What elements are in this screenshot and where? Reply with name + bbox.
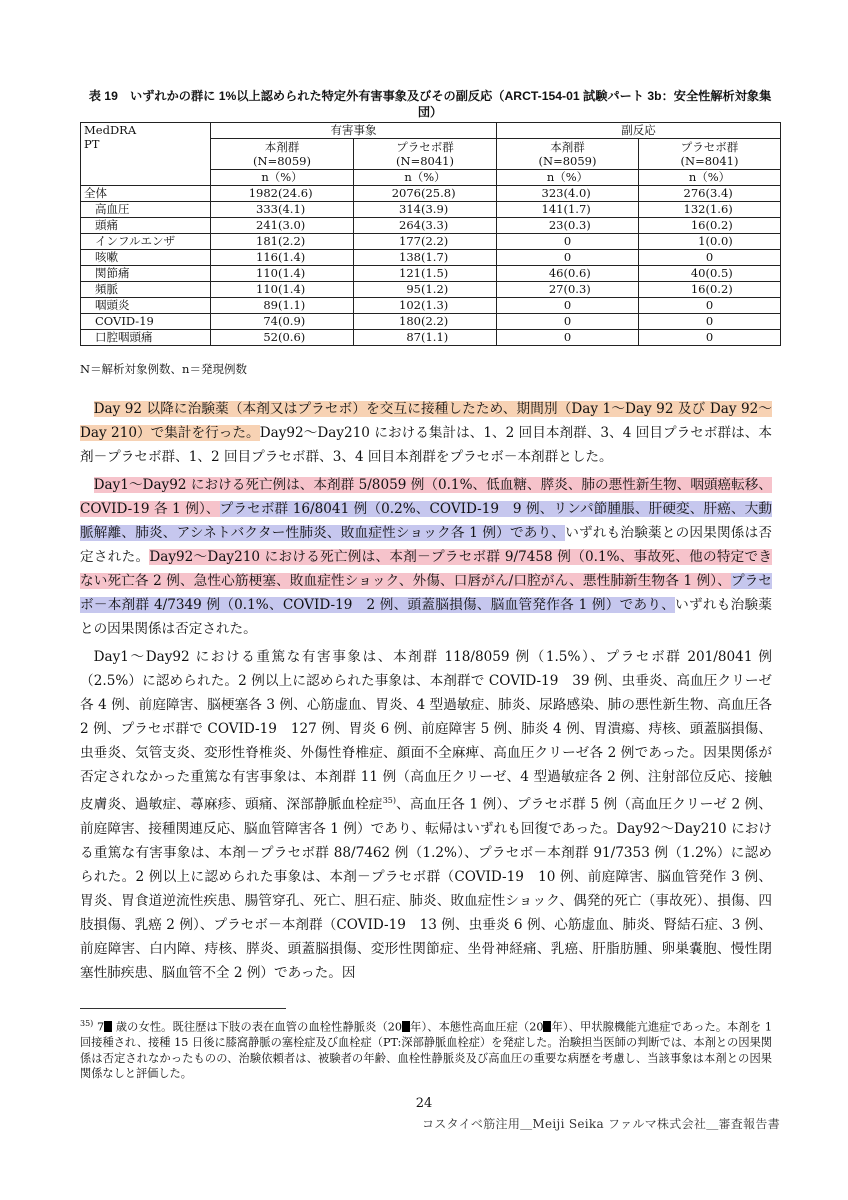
redaction-block [104,1021,112,1032]
body-text [80,397,772,989]
value-cell: 0 [639,298,781,314]
unit-header: n（%） [211,170,354,186]
pt-cell: 全体 [81,186,211,202]
group-header-ar: 副反応 [497,123,781,139]
text-span: Day1～Day92 における重篤な有害事象は、本剤群 118/8059 例（1.5%）、プラセボ群 201/8041 例（2.5%）に認められた。2 例以上に認められた事象は、本剤群で COVID-19 39 例、虫垂炎、高血圧クリーゼ各 4 例、前庭障害、脳梗塞各 3 例、心筋虚血、胃炎、4 型過敏症、肺炎、尿路感染、肺の悪性新生物、高血圧各 2 例、プラセボ群で COVID-19 127 例、胃炎 6 例、前庭障害 5 例、肺炎 4 例、胃潰瘍、痔核、頭蓋脳損傷、虫垂炎、気管支炎、変形性脊椎炎、外傷性脊椎症、顔面不全麻痺、高血圧クリーゼ各 2 例であった。因果関係が否定されなかった重篤な有害事象は、本剤群 11 例（高血圧クリーゼ、4 型過敏症各 2 例、注射部位反応、接触皮膚炎、過敏症、蕁麻疹、頭痛、深部静脈血栓症 [80,649,772,813]
value-cell: 89(1.1) [211,298,354,314]
value-cell: 264(3.3) [354,218,497,234]
value-cell: 95(1.2) [354,282,497,298]
table-row [81,314,781,330]
value-cell: 2076(25.8) [354,186,497,202]
table-note: N＝解析対象例数、n＝発現例数 [80,362,247,376]
text-span: いずれも治験薬との因果関係は否定された。 [80,525,772,565]
table-body [81,186,781,346]
table-row [81,250,781,266]
unit-header: n（%） [354,170,497,186]
pt-cell: 咽頭炎 [81,298,211,314]
unit-header: n（%） [497,170,639,186]
value-cell: 116(1.4) [211,250,354,266]
highlight-blue: プラセボ－本剤群 4/7349 例（0.1%、COVID-19 2 例、頭蓋脳損傷、脳血管発作各 1 例）であり、 [80,573,773,613]
col-header-ae-placebo: プラセボ群 (N=8041) [354,139,497,170]
value-cell: 141(1.7) [497,202,639,218]
pt-cell: 高血圧 [81,202,211,218]
value-cell: 27(0.3) [497,282,639,298]
table-row [81,330,781,346]
value-cell: 0 [639,250,781,266]
value-cell: 276(3.4) [639,186,781,202]
paragraph-1 [80,397,772,469]
adverse-event-table [80,122,781,346]
value-cell: 16(0.2) [639,218,781,234]
value-cell: 16(0.2) [639,282,781,298]
value-cell: 110(1.4) [211,266,354,282]
value-cell: 314(3.9) [354,202,497,218]
meddra-label: MedDRA [84,123,137,137]
pt-cell: COVID-19 [81,314,211,330]
running-footer: コスタイベ筋注用＿Meiji Seika ファルマ株式会社＿審査報告書 [421,1117,780,1131]
table-row [81,218,781,234]
value-cell: 0 [497,250,639,266]
highlight-blue: プラセボ群 16/8041 例（0.2%、COVID-19 9 例、リンパ節腫脹、肝硬変、肝癌、大動脈解離、肺炎、アシネトバクター性肺炎、敗血症性ショック各 1 例）であり、 [80,501,772,541]
table-row [81,282,781,298]
col-header-ar-placebo: プラセボ群 (N=8041) [639,139,781,170]
value-cell: 138(1.7) [354,250,497,266]
footnote-reference[interactable]: 35) [382,796,396,805]
value-cell: 0 [497,234,639,250]
footnote: $^{35)}$ 7 歳の女性。既往歴は下肢の表在血管の血栓性静脈炎（20 年）、本態性高血圧症（20 年）、甲状腺機能亢進症であった。本剤を 1 回接種され、接種 15 日後に膝窩静脈の塞栓症及び血栓症（PT:深部静脈血栓症）を発症した。治験担当医師の判断では、本剤との因果関係は否定されなかったものの、治験依頼者は、被験者の年齢、血栓性静脈炎及び高血圧の重要な病歴を考慮し、当該事象は本剤との因果関係なしと評価した。 [80,1019,772,1081]
col-header-ar-active: 本剤群 (N=8059) [497,139,639,170]
highlight-orange: Day 92 以降に治験薬（本剤又はプラセボ）を交互に接種したため、期間別（Day 1～Day 92 及び Day 92～Day 210）で集計を行った。 [80,401,772,441]
value-cell: 0 [497,298,639,314]
text-span: Day92～Day210 における集計は、1、2 回目本剤群、3、4 回目プラセボ群は、本剤－プラセボ群、1、2 回目プラセボ群、3、4 回目本剤群をプラセボ－本剤群とした。 [80,425,773,465]
value-cell: 0 [639,314,781,330]
table-row [81,186,781,202]
value-cell: 0 [497,314,639,330]
value-cell: 333(4.1) [211,202,354,218]
value-cell: 0 [639,330,781,346]
paragraph-2 [80,473,772,641]
table-row [81,266,781,282]
group-header-ae: 有害事象 [211,123,497,139]
value-cell: 180(2.2) [354,314,497,330]
value-cell: 23(0.3) [497,218,639,234]
value-cell: 102(1.3) [354,298,497,314]
redaction-block [402,1021,410,1032]
text-span: いずれも治験薬との因果関係は否定された。 [80,597,773,637]
value-cell: 1982(24.6) [211,186,354,202]
paragraph-3 [80,645,772,985]
footnote-mark: 35) [80,1019,94,1028]
table-row [81,202,781,218]
pt-cell: 関節痛 [81,266,211,282]
corner-header [81,123,211,186]
value-cell: 74(0.9) [211,314,354,330]
pt-cell: インフルエンザ [81,234,211,250]
table-row [81,234,781,250]
value-cell: 177(2.2) [354,234,497,250]
pt-cell: 咳嗽 [81,250,211,266]
value-cell: 46(0.6) [497,266,639,282]
pt-cell: 頭痛 [81,218,211,234]
value-cell: 52(0.6) [211,330,354,346]
value-cell: 87(1.1) [354,330,497,346]
value-cell: 1(0.0) [639,234,781,250]
highlight-pink: Day1～Day92 における死亡例は、本剤群 5/8059 例（0.1%、低血糖、膵炎、肺の悪性新生物、咽頭癌転移、COVID-19 各 1 例）、 [80,477,772,517]
value-cell: 181(2.2) [211,234,354,250]
unit-header: n（%） [639,170,781,186]
value-cell: 110(1.4) [211,282,354,298]
value-cell: 40(0.5) [639,266,781,282]
value-cell: 121(1.5) [354,266,497,282]
pt-label: PT [84,137,100,151]
table-row [81,298,781,314]
col-header-ae-active: 本剤群 (N=8059) [211,139,354,170]
pt-cell: 頻脈 [81,282,211,298]
value-cell: 0 [497,330,639,346]
value-cell: 323(4.0) [497,186,639,202]
text-span: 、高血圧各 1 例）、プラセボ群 5 例（高血圧クリーゼ 2 例、前庭障害、接種関連反応、脳血管障害各 1 例）であり、転帰はいずれも回復であった。Day92～Day210 における重篤な有害事象は、本剤－プラセボ群 88/7462 例（1.2%）、プラセボ－本剤群 91/7353 例（1.2%）に認められた。2 例以上に認められた事象は、本剤－プラセボ群（COVID-19 10 例、前庭障害、脳血管発作 3 例、胃炎、胃食道逆流性疾患、腸管穿孔、死亡、胆石症、肺炎、敗血症性ショック、偶発的死亡（事故死）、損傷、四肢損傷、乳癌 2 例）、プラセボ－本剤群（COVID-19 13 例、虫垂炎 6 例、心筋虚血、肺炎、腎結石症、3 例、前庭障害、白内障、痔核、膵炎、頭蓋脳損傷、変形性関節症、坐骨神経痛、乳癌、肝脂肪腫、卵巣嚢胞、慢性閉塞性肺疾患、脳血管不全 2 例）であった。因 [80,796,772,981]
page-number: 24 [415,1096,433,1111]
value-cell: 132(1.6) [639,202,781,218]
highlight-pink: Day92～Day210 における死亡例は、本剤－プラセボ群 9/7458 例（0.1%、事故死、他の特定できない死亡各 2 例、急性心筋梗塞、敗血症性ショック、外傷、口唇がん/口腔がん、悪性肺新生物各 1 例）、 [80,549,773,589]
value-cell: 241(3.0) [211,218,354,234]
table-caption: 表 19 いずれかの群に 1%以上認められた特定外有害事象及びその副反応（ARCT-154-01 試験パート 3b：安全性解析対象集団） [88,89,772,119]
footnote-divider [80,1008,286,1009]
pt-cell: 口腔咽頭痛 [81,330,211,346]
